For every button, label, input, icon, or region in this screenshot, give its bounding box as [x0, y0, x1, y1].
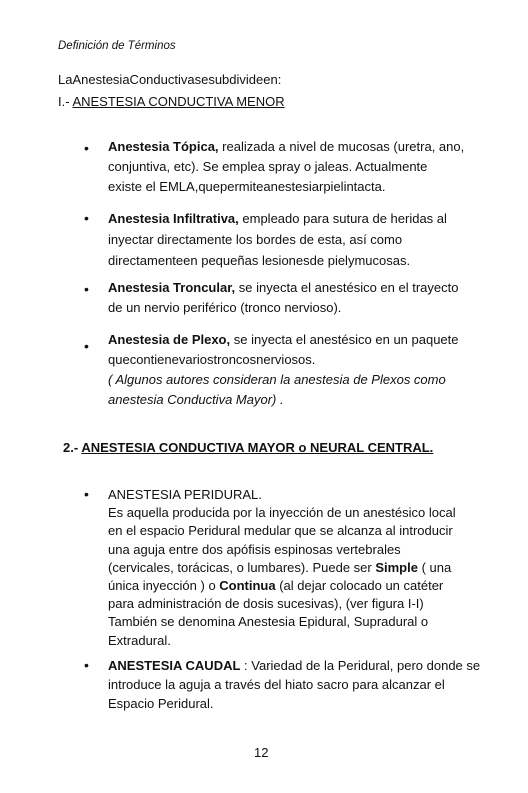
section-1-title: ANESTESIA CONDUCTIVA MENOR	[72, 94, 285, 109]
section-1-heading	[58, 94, 285, 109]
bullet-icon: •	[84, 140, 89, 156]
peridural-line-4b: ( una	[417, 559, 452, 575]
page-header: Definición de Términos	[58, 40, 176, 52]
term-plexo: Anestesia de Plexo,	[108, 332, 231, 347]
list-item-infiltrativa	[108, 208, 492, 271]
peridural-line-1: Es aquella producida por la inyección de un anestésico local	[108, 505, 456, 521]
peridural-line-5b: (al dejar colocado un catéter	[275, 578, 444, 594]
page-number: 12	[254, 745, 269, 760]
list-item-caudal	[108, 656, 492, 713]
intro-text: LaAnestesiaConductivasesubdivideen:	[58, 72, 282, 87]
bullet-icon: •	[84, 657, 89, 673]
topica-line-2: conjuntiva, etc). Se emplea spray o jaleas. Actualmente	[108, 159, 428, 174]
plexo-note-1: ( Algunos autores consideran la anestesia de Plexos como	[108, 372, 446, 387]
term-infiltrativa: Anestesia Infiltrativa,	[108, 211, 239, 226]
bullet-icon: •	[84, 486, 89, 502]
topica-line-3: existe el EMLA,quepermiteanestesiarpielintacta.	[108, 179, 386, 194]
peridural-title: ANESTESIA PERIDURAL.	[108, 487, 262, 502]
peridural-line-3: una aguja entre dos apófisis espinosas vertebrales	[108, 541, 401, 557]
caudal-line-1: Variedad de la Peridural, pero donde se	[251, 658, 481, 673]
term-continua: Continua	[219, 578, 276, 594]
infiltrativa-line-2: inyectar directamente los bordes de esta, así como	[108, 232, 403, 247]
list-item-troncular	[108, 278, 492, 318]
caudal-line-2: introduce la aguja a través del hiato sacro para alcanzar el	[108, 677, 445, 692]
troncular-line-2: de un nervio periférico (tronco nervioso).	[108, 300, 342, 315]
peridural-line-7: También se denomina Anestesia Epidural, Supradural o	[108, 614, 429, 630]
plexo-line-1: se inyecta el anestésico en un paquete	[230, 332, 459, 347]
section-2-prefix: 2.-	[63, 440, 82, 455]
list-item-plexo	[108, 330, 492, 410]
peridural-line-4a: (cervicales, torácicas, o lumbares). Puede ser	[108, 559, 376, 575]
infiltrativa-line-1: empleado para sutura de heridas al	[238, 211, 447, 226]
section-1-prefix: I.-	[58, 94, 73, 109]
caudal-line-3: Espacio Peridural.	[108, 696, 214, 711]
term-topica: Anestesia Tópica,	[108, 139, 219, 154]
term-simple: Simple	[375, 559, 418, 575]
peridural-line-8: Extradural.	[108, 632, 171, 648]
infiltrativa-line-3: directamenteen pequeñas lesionesde pielymucosas.	[108, 253, 411, 268]
caudal-colon: :	[240, 658, 252, 673]
section-2-heading	[63, 440, 433, 455]
term-troncular: Anestesia Troncular,	[108, 280, 236, 295]
bullet-icon: •	[84, 338, 89, 354]
list-item-peridural	[108, 486, 492, 650]
bullet-icon: •	[84, 281, 89, 297]
term-caudal: ANESTESIA CAUDAL	[108, 658, 241, 673]
peridural-line-2: en el espacio Peridural medular que se alcanza al introducir	[108, 523, 453, 539]
plexo-note-2: anestesia Conductiva Mayor) .	[108, 392, 284, 407]
topica-line-1: realizada a nivel de mucosas (uretra, ano,	[218, 139, 465, 154]
peridural-line-5a: única inyección ) o	[108, 578, 220, 594]
section-2-title: ANESTESIA CONDUCTIVA MAYOR o NEURAL CENTRAL.	[81, 440, 434, 455]
troncular-line-1: se inyecta el anestésico en el trayecto	[235, 280, 459, 295]
peridural-line-6: para administración de dosis sucesivas), (ver figura I-I)	[108, 596, 424, 612]
plexo-line-2: quecontienevariostroncosnerviosos.	[108, 352, 316, 367]
list-item-topica	[108, 137, 492, 197]
bullet-icon: •	[84, 210, 89, 226]
